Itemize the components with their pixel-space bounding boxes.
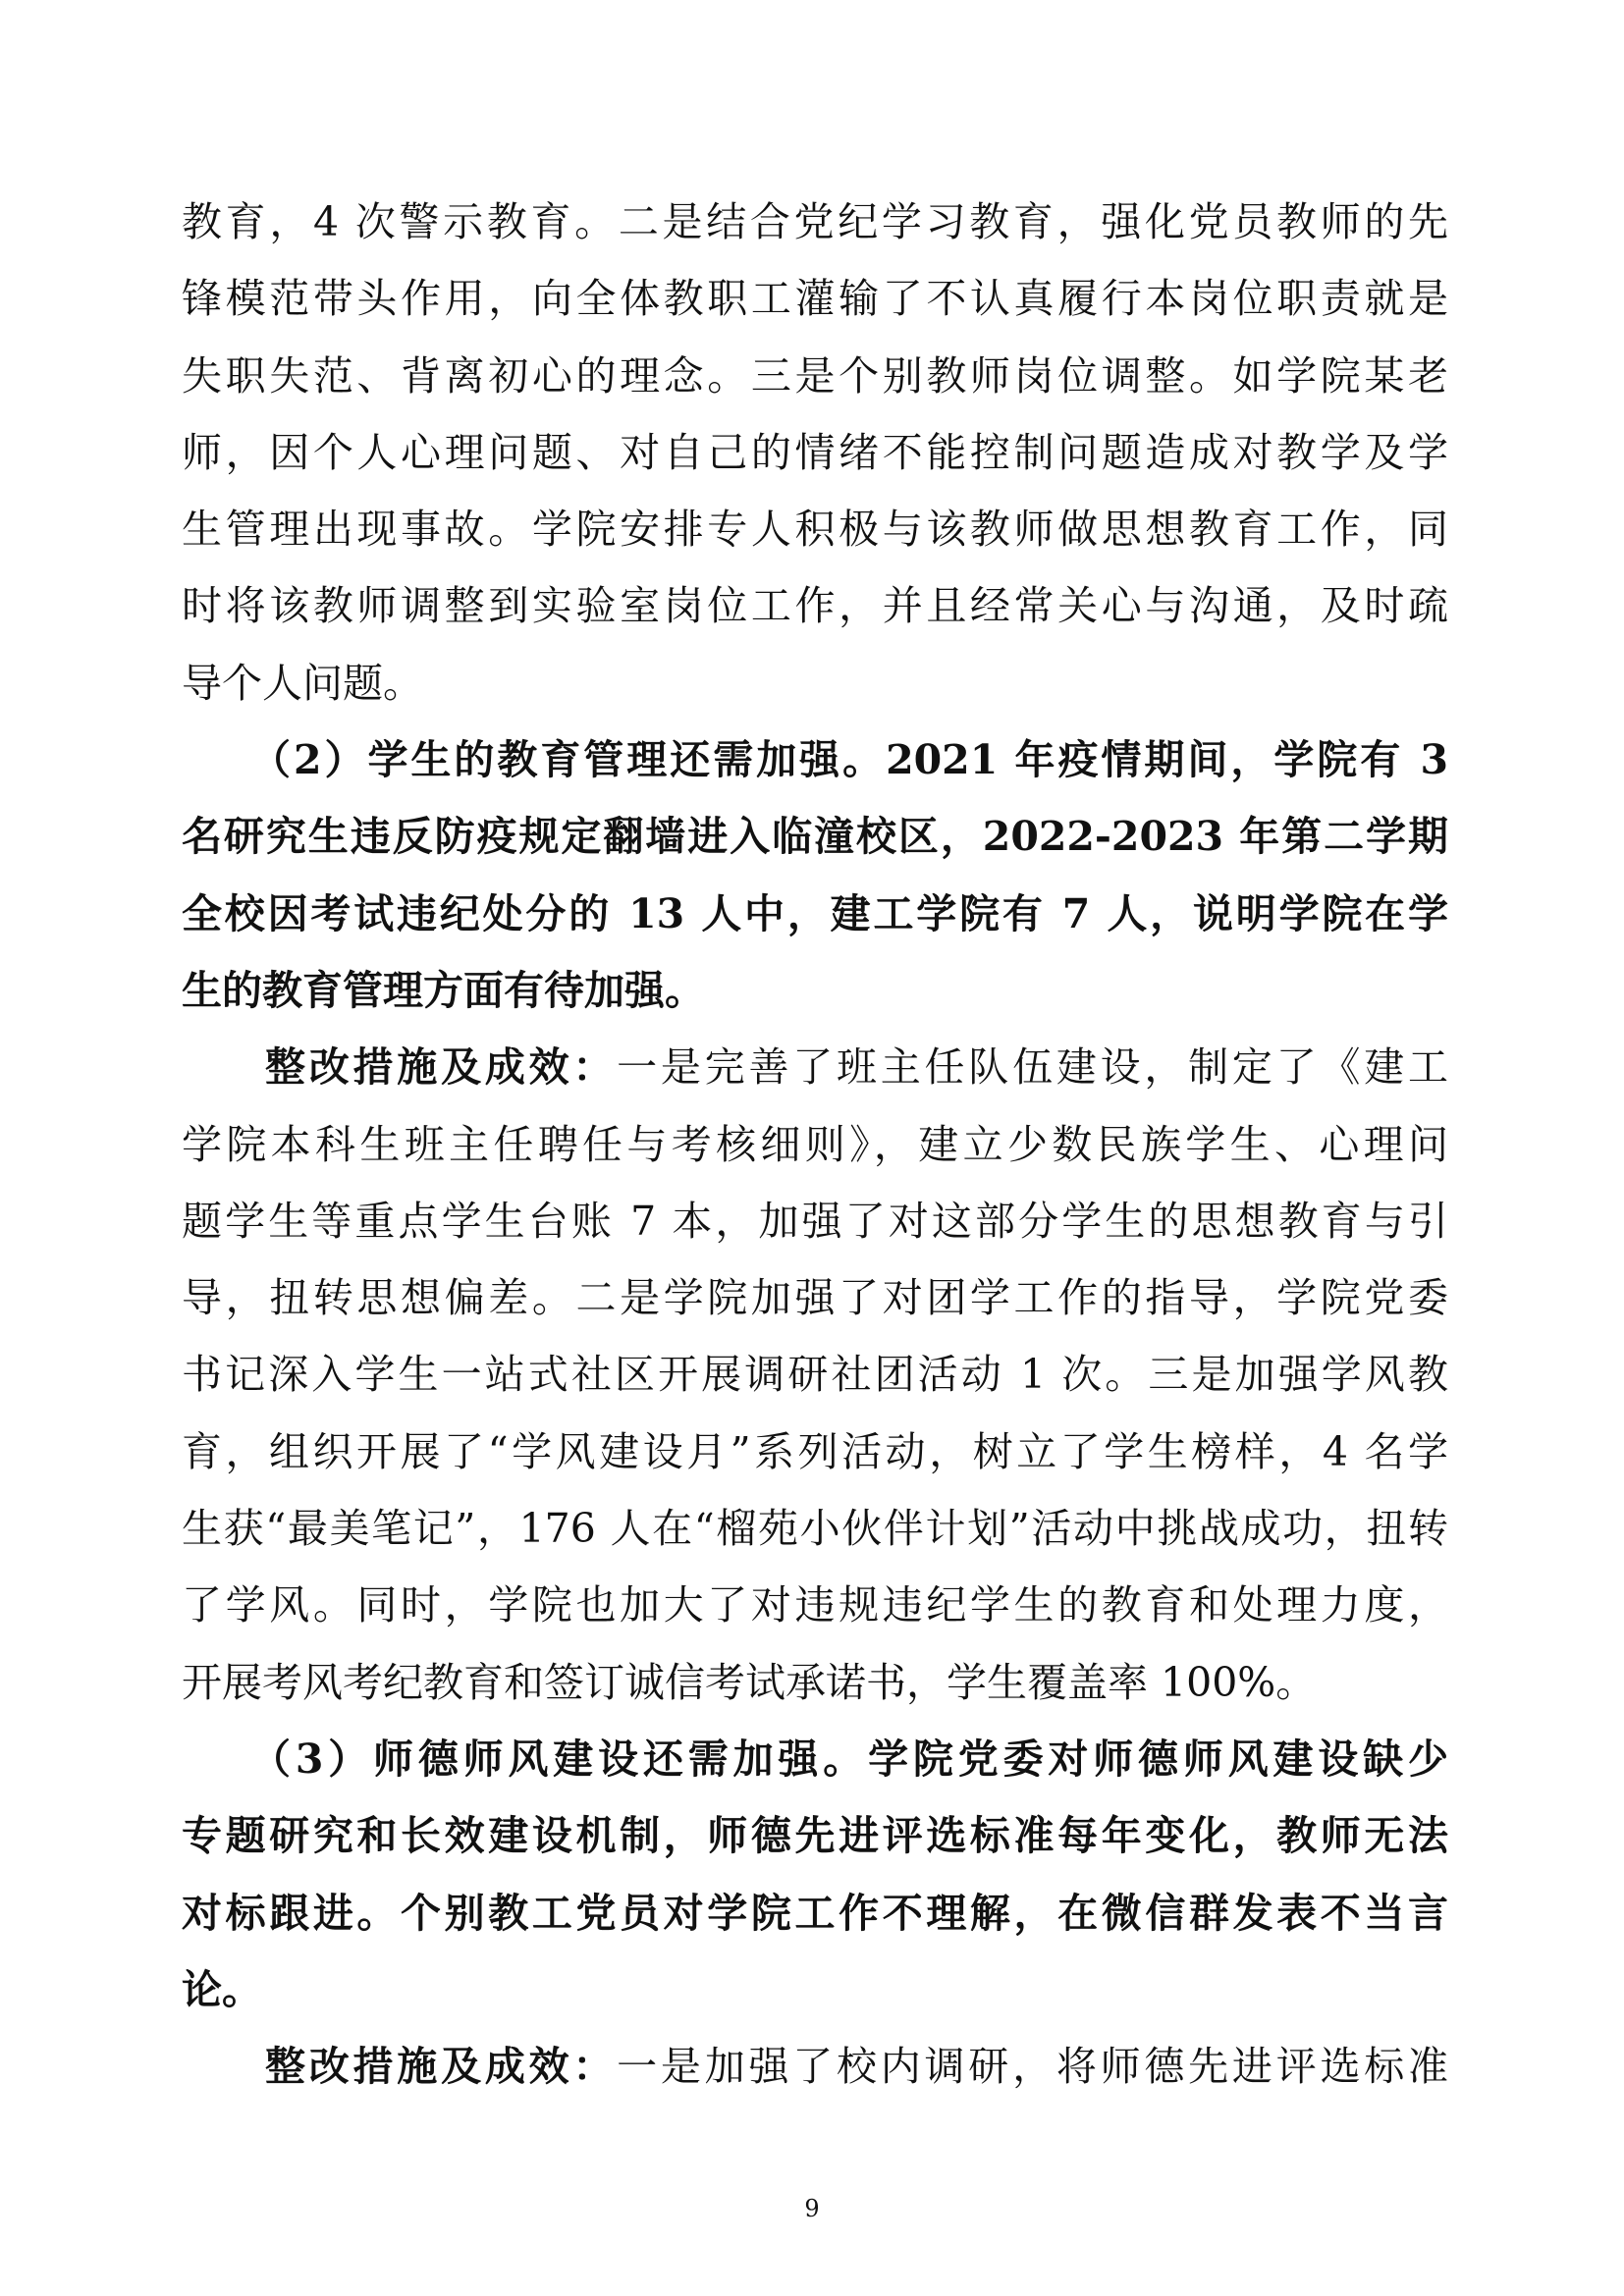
- measures-text: 一是完善了班主任队伍建设，制定了《建工: [617, 1043, 1448, 1091]
- text-line: [265, 2037, 1448, 2096]
- page-number: 9: [804, 2195, 820, 2222]
- text-line: 对标跟进。个别教工党员对学院工作不理解，在微信群发表不当言: [182, 1890, 1448, 1937]
- text-line: 锋模范带头作用，向全体教职工灌输了不认真履行本岗位职责就是: [182, 275, 1448, 322]
- text-line: （3）师德师风建设还需加强。学院党委对师德师风建设缺少: [250, 1735, 1448, 1783]
- text-line: 导个人问题。: [182, 660, 423, 707]
- text-line: 开展考风考纪教育和签订诚信考试承诺书，学生覆盖率 100%。: [182, 1659, 1317, 1706]
- text-line: 论。: [182, 1966, 262, 2013]
- text-line: 导，扭转思想偏差。二是学院加强了对团学工作的指导，学院党委: [182, 1274, 1448, 1321]
- text-line: 专题研究和长效建设机制，师德先进评选标准每年变化，教师无法: [182, 1812, 1448, 1859]
- text-line: 学院本科生班主任聘任与考核细则》，建立少数民族学生、心理问: [182, 1121, 1448, 1168]
- text-line: 教育，4 次警示教育。二是结合党纪学习教育，强化党员教师的先: [182, 198, 1448, 245]
- text-line: 书记深入学生一站式社区开展调研社团活动 1 次。三是加强学风教: [182, 1351, 1448, 1398]
- text-line: 名研究生违反防疫规定翻墙进入临潼校区，2022-2023 年第二学期: [182, 813, 1448, 860]
- measures-lead: 整改措施及成效：: [265, 2043, 618, 2090]
- text-line: 题学生等重点学生台账 7 本，加强了对这部分学生的思想教育与引: [182, 1198, 1448, 1245]
- measures-text: 一是加强了校内调研，将师德先进评选标准: [617, 2043, 1448, 2090]
- text-line: （2）学生的教育管理还需加强。2021 年疫情期间，学院有 3: [250, 736, 1448, 783]
- text-line: [265, 1038, 1448, 1096]
- text-line: 时将该教师调整到实验室岗位工作，并且经常关心与沟通，及时疏: [182, 582, 1448, 629]
- text-line: 师，因个人心理问题、对自己的情绪不能控制问题造成对教学及学: [182, 429, 1448, 476]
- text-line: 全校因考试违纪处分的 13 人中，建工学院有 7 人，说明学院在学: [182, 890, 1448, 937]
- text-line: 生的教育管理方面有待加强。: [182, 967, 705, 1014]
- measures-lead: 整改措施及成效：: [265, 1043, 618, 1091]
- text-line: 失职失范、背离初心的理念。三是个别教师岗位调整。如学院某老: [182, 352, 1448, 400]
- text-line: 生获“最美笔记”，176 人在“榴苑小伙伴计划”活动中挑战成功，扭转: [182, 1505, 1448, 1552]
- text-line: 了学风。同时，学院也加大了对违规违纪学生的教育和处理力度，: [182, 1581, 1448, 1629]
- text-line: 育，组织开展了“学风建设月”系列活动，树立了学生榜样，4 名学: [182, 1428, 1448, 1475]
- text-line: 生管理出现事故。学院安排专人积极与该教师做思想教育工作，同: [182, 506, 1448, 553]
